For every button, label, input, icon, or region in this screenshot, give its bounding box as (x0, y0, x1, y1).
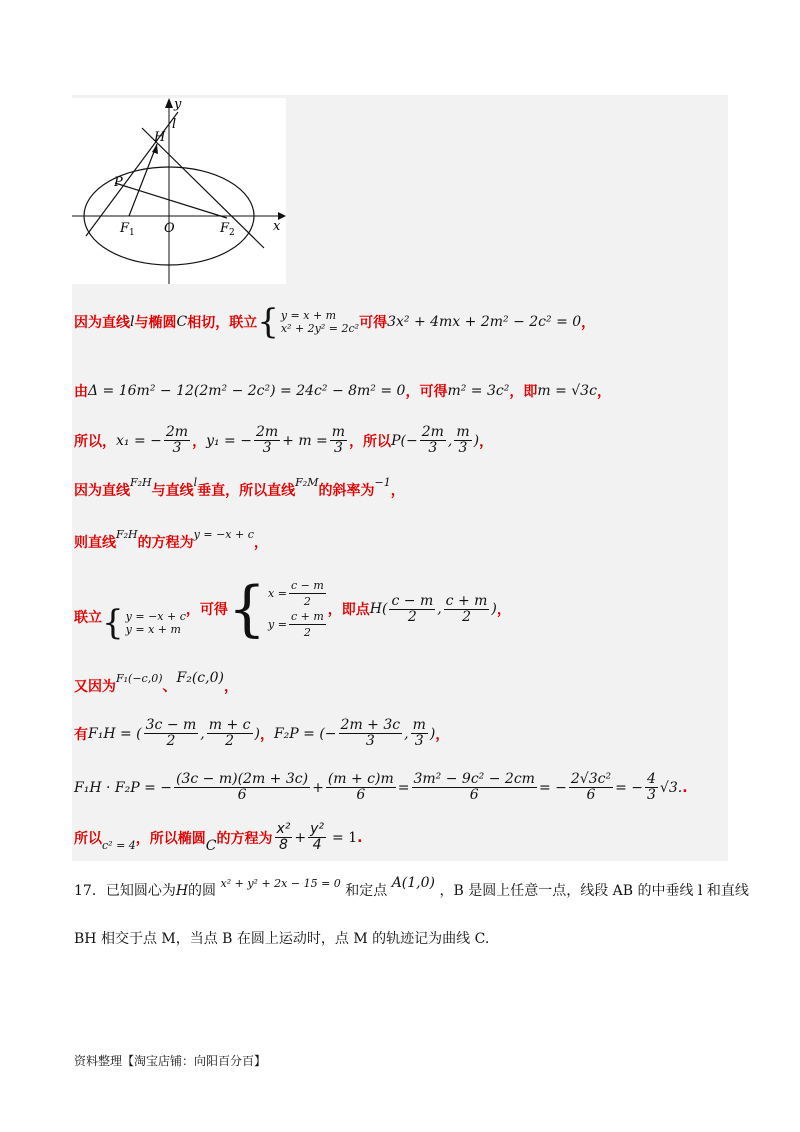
fraction: $\frac{c + m}{2}$ (445, 592, 488, 625)
math: P(− (391, 432, 418, 449)
y-axis-arrow (165, 98, 173, 108)
solution-line-9 (74, 772, 688, 803)
text: 与直线 (151, 483, 194, 499)
math: √3. (659, 779, 683, 796)
footer-text: 资料整理【淘宝店铺：向阳百分百】 (74, 1054, 267, 1068)
segment-f1h (129, 144, 157, 216)
math: F₁H · F₂P = − (74, 779, 172, 796)
math: F₁H = ( (88, 725, 142, 742)
math: F₂(c,0) (176, 670, 224, 686)
label-f1-sub: 1 (129, 228, 135, 238)
text: ，可得 (405, 384, 448, 400)
fraction: $\frac{\text{y²}}{4}$ (310, 821, 325, 853)
fraction: $\frac{m + c}{2}$ (208, 717, 251, 749)
text: ， (253, 535, 268, 551)
math: F₂P = (− (273, 725, 337, 742)
fraction: $\frac{m}{3}$ (331, 424, 346, 456)
math: = − (538, 779, 567, 796)
text: ， (390, 483, 405, 499)
label-o: O (164, 221, 175, 236)
math: l (130, 314, 135, 330)
math-row: y = $\frac{c + m}{2}$ (268, 610, 324, 639)
math: y = x + m (280, 309, 337, 322)
text: . (357, 829, 363, 846)
label-l: l (172, 117, 177, 132)
label-x: x (273, 219, 281, 234)
equation-system (102, 603, 186, 643)
math: x² + y² + 2x − 15 = 0 (220, 877, 341, 890)
text: ， (596, 384, 611, 400)
fraction: $\frac{4}{3}$ (647, 771, 656, 803)
question-17-line-1 (74, 875, 749, 900)
text: 又因为 (74, 679, 116, 695)
brace: { (102, 603, 124, 643)
fraction: $\frac{\text{x²}}{8}$ (276, 821, 291, 853)
fraction: $\frac{\text{2√3c²}}{6}$ (570, 771, 612, 803)
text: ， (435, 726, 450, 743)
math: H( (369, 601, 388, 617)
label-p: P (114, 175, 123, 190)
text: ， (479, 433, 494, 450)
math: y = −x + c (125, 610, 186, 623)
math: + (312, 779, 324, 796)
math: ) (473, 432, 480, 449)
solution-line-1 (74, 302, 596, 342)
math: F₂M (295, 475, 319, 489)
math: l (193, 475, 198, 489)
math: , (404, 725, 409, 742)
solution-line-4 (74, 475, 405, 500)
text: ， (259, 726, 274, 743)
math: C (176, 314, 188, 330)
math: Δ = 16m² − 12(2m² − 2c²) = 24c² − 8m² = 0 (88, 383, 406, 399)
math: F₂H (130, 475, 152, 489)
text: 17．已知圆心为 (74, 883, 176, 899)
solution-line-6 (74, 574, 511, 644)
text: ，可得 (185, 602, 228, 618)
math: + (294, 829, 307, 846)
math: = 1 (332, 829, 358, 846)
fraction: $\frac{(3c - m)(2m + 3c)}{6}$ (176, 771, 309, 803)
text: ， (496, 602, 511, 618)
text: 与椭圆 (134, 315, 177, 331)
fraction: $\frac{2m}{3}$ (165, 424, 189, 456)
equation-system (227, 574, 328, 644)
label-f2: F (220, 221, 230, 236)
text: 垂直，所以直线 (197, 483, 296, 499)
solution-line-2 (74, 381, 611, 401)
math: x² + 2y² = 2c² (280, 322, 360, 335)
brace: { (227, 574, 267, 644)
text: ，即点 (327, 602, 370, 618)
solution-line-7 (74, 670, 238, 696)
math: ) (254, 725, 260, 742)
fraction: $\frac{c - m}{2}$ (391, 592, 434, 625)
text: 因为直线 (74, 315, 130, 331)
solution-line-3 (74, 425, 493, 456)
text: ， (581, 315, 596, 331)
solution-line-10 (74, 822, 362, 853)
text: 可得 (359, 315, 388, 331)
math: 3x² + 4mx + 2m² − 2c² = 0 (387, 314, 582, 330)
math: C (205, 837, 217, 854)
ellipse-diagram (72, 98, 286, 284)
text: 联立 (74, 610, 102, 626)
text: 的斜率为 (318, 483, 375, 499)
label-f1: F (120, 221, 130, 236)
math: ) (491, 601, 497, 617)
math: H (175, 883, 189, 899)
fraction: $\frac{(m + c)m}{6}$ (327, 771, 394, 803)
label-h: H (154, 130, 166, 145)
ellipse-figure (72, 98, 286, 284)
text: 则直线 (74, 535, 116, 551)
fraction: $\frac{2m}{3}$ (255, 424, 279, 456)
text: 、 (162, 679, 177, 695)
text: 相切，联立 (187, 315, 258, 331)
math: ) (429, 725, 436, 742)
text: 由 (74, 384, 88, 400)
fraction: $\frac{2m + 3c}{3}$ (340, 717, 401, 749)
math: m² = 3c² (447, 383, 510, 399)
solution-line-8 (74, 718, 449, 749)
math-row: x = $\frac{c - m}{2}$ (268, 579, 324, 608)
math: + m = (282, 432, 328, 449)
label-f2-sub: 2 (229, 228, 235, 238)
fraction: $\frac{\text{3m² − 9c² − 2cm}}{6}$ (413, 771, 535, 803)
equation-system (257, 302, 360, 342)
text: 所以， (74, 433, 116, 450)
fraction: $\frac{m}{3}$ (456, 424, 470, 456)
math: A(1,0) (391, 875, 435, 891)
text: ，所以椭圆 (135, 830, 206, 847)
math: = − (615, 779, 643, 796)
math: y₁ = − (206, 432, 252, 449)
text: ，即 (509, 384, 538, 400)
text: 的圆 (188, 883, 217, 899)
line-f2h (142, 128, 264, 248)
math: , (200, 725, 205, 742)
math: , (447, 432, 453, 449)
text: 因为直线 (74, 483, 130, 499)
text: ， (192, 433, 207, 450)
text: 所以 (74, 830, 102, 847)
segment-pf2 (115, 183, 227, 218)
math: , (437, 601, 442, 617)
math: y = −x + c (193, 527, 254, 541)
text: 和定点 (345, 883, 388, 899)
brace: { (257, 302, 279, 342)
text: ， (223, 679, 238, 695)
text: . (682, 779, 688, 796)
math: m = √3c (537, 383, 597, 399)
math: y = x + m (125, 623, 181, 636)
text: ，所以 (349, 433, 392, 450)
fraction: $\frac{2m}{3}$ (421, 424, 444, 456)
math: x₁ = − (116, 432, 162, 449)
text: 的方程为 (216, 830, 273, 847)
fraction: $\frac{m}{3}$ (412, 717, 426, 749)
label-y: y (174, 98, 182, 112)
math: c² = 4 (102, 839, 136, 852)
math: −1 (374, 475, 391, 489)
fraction: $\frac{3c - m}{2}$ (145, 717, 197, 749)
text: 的方程为 (137, 535, 194, 551)
math: F₂H (116, 527, 138, 541)
question-17-line-2: BH 相交于点 M，当点 B 在圆上运动时，点 M 的轨迹记为曲线 C. (74, 931, 490, 947)
math: F₁(−c,0) (116, 671, 163, 685)
solution-line-5 (74, 527, 268, 552)
math: = (397, 779, 410, 796)
text: 有 (74, 726, 88, 743)
text: ，B 是圆上任意一点，线段 AB 的中垂线 l 和直线 (439, 883, 749, 899)
